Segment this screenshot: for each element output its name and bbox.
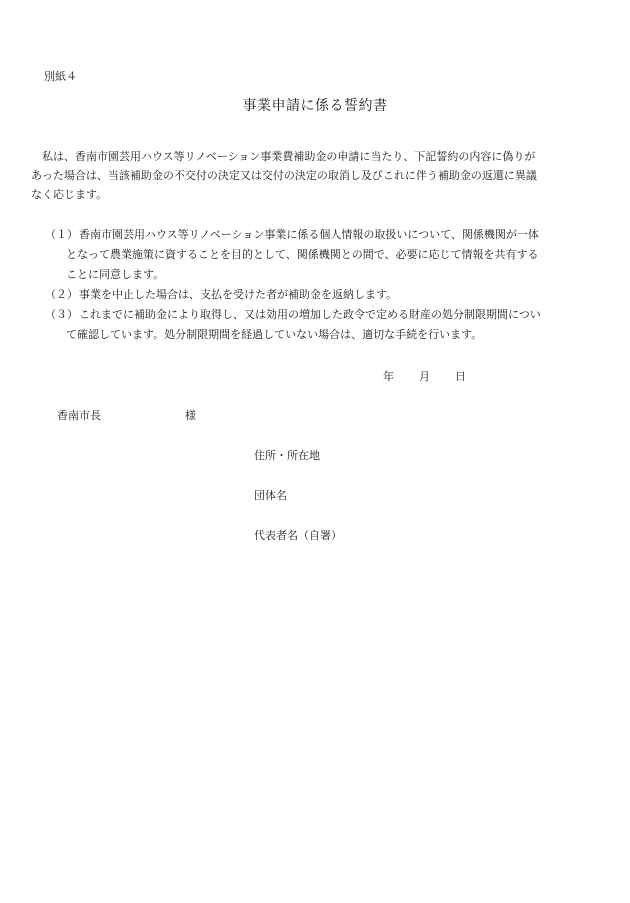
item-3-line-1: これまでに補助金により取得し、又は効用の増加した政令で定める財産の処分制限期間につい xyxy=(79,308,541,321)
item-1-line-3: ことに同意します。 xyxy=(66,268,165,281)
intro-line-2: あった場合は、当該補助金の不交付の決定又は交付の決定の取消し及びこれに伴う補助金の返還に異議 xyxy=(31,169,537,182)
item-3-line-2: て確認しています。処分制限期間を経過していない場合は、適切な手続を行います。 xyxy=(66,328,483,341)
item-3-number: （３） xyxy=(45,308,78,321)
form-label: 別紙４ xyxy=(44,70,77,83)
intro-line-3: なく応じます。 xyxy=(31,188,108,201)
item-1-number: （１） xyxy=(45,228,78,241)
addressee: 香南市長 xyxy=(57,409,101,422)
intro-line-1: 私は、香南市園芸用ハウス等リノベーション事業費補助金の申請に当たり、下記誓約の内容に偽りが xyxy=(31,150,536,163)
date-day-label: 日 xyxy=(455,370,466,383)
organization-field-label: 団体名 xyxy=(254,489,287,502)
address-field-label: 住所・所在地 xyxy=(254,449,320,462)
item-1-line-1: 香南市園芸用ハウス等リノベーション事業に係る個人情報の取扱いについて、関係機関が一体 xyxy=(79,228,539,241)
date-month-label: 月 xyxy=(419,370,430,383)
document-title: 事業申請に係る誓約書 xyxy=(242,98,388,114)
item-1-line-2: となって農業施策に資することを目的として、関係機関との間で、必要に応じて情報を共有する xyxy=(66,248,539,261)
honorific: 様 xyxy=(185,409,196,422)
item-2-line-1: 事業を中止した場合は、支払を受けた者が補助金を返納します。 xyxy=(79,288,398,301)
representative-field-label: 代表者名（自署） xyxy=(254,529,342,542)
date-year-label: 年 xyxy=(383,370,394,383)
item-2-number: （２） xyxy=(45,288,78,301)
